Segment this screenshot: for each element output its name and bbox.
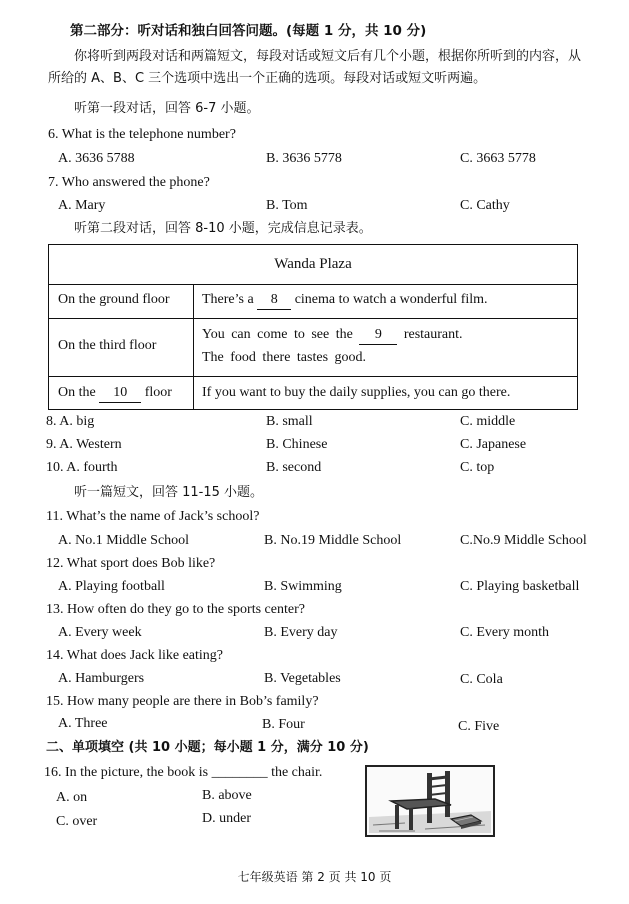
option-c: C. Cathy [460, 198, 510, 213]
table-title: Wanda Plaza [274, 256, 352, 272]
table-column-divider [193, 284, 194, 409]
option-b: B. Swimming [264, 579, 342, 594]
page-footer: 七年级英语 第 2 页 共 10 页 [237, 870, 392, 884]
row1-label: On the ground floor [58, 292, 170, 307]
option-b: B. small [266, 414, 313, 429]
option-a: A. Hamburgers [58, 671, 145, 686]
option-a: 8. A. big [46, 414, 95, 429]
option-a: A. 3636 5788 [58, 151, 135, 166]
option-b: B. Four [262, 717, 305, 732]
option-c: C. over [56, 814, 98, 829]
option-b: B. Vegetables [264, 671, 341, 686]
option-b: B. No.19 Middle School [264, 533, 402, 548]
question-stem: 12. What sport does Bob like? [46, 556, 216, 571]
table-divider [49, 376, 577, 377]
option-b: B. above [202, 788, 252, 803]
option-a: 10. A. fourth [46, 460, 118, 475]
question-stem: 13. How often do they go to the sports center? [46, 602, 305, 617]
option-a: A. on [56, 790, 88, 805]
row2-line2: The food there tastes good. [202, 350, 367, 365]
option-a: A. Every week [58, 625, 142, 640]
option-b: B. Every day [264, 625, 338, 640]
option-c: C. middle [460, 414, 516, 429]
row3-text-post: floor [144, 385, 172, 400]
table-divider [49, 318, 577, 319]
option-b: B. Tom [266, 198, 308, 213]
blank-8: 8 [257, 291, 291, 310]
option-a: A. Playing football [58, 579, 165, 594]
option-c: C. 3663 5778 [460, 151, 536, 166]
option-a: A. Three [58, 716, 108, 731]
option-a: A. Mary [58, 198, 106, 213]
row3-content: If you want to buy the daily supplies, you can go there. [202, 385, 511, 400]
question-stem: 15. How many people are there in Bob’s family? [46, 694, 319, 709]
option-c: C. Five [458, 719, 500, 734]
option-c: C. top [460, 460, 495, 475]
row2-label: On the third floor [58, 338, 157, 353]
option-c: C. Cola [460, 672, 503, 687]
question-stem: 16. In the picture, the book is ________ the chair. [44, 765, 323, 780]
question-stem: 11. What’s the name of Jack’s school? [46, 509, 260, 524]
info-table [48, 244, 578, 410]
question-stem: 14. What does Jack like eating? [46, 648, 224, 663]
row2-text-pre: You can come to see the [202, 327, 353, 342]
row3-label [58, 384, 172, 403]
section2-title: 第二部分：听对话和独白回答问题。(每题 1 分，共 10 分) [70, 23, 427, 39]
section2-instructions: 你将听到两段对话和两篇短文，每段对话或短文后有几个小题，根据你所听到的内容，从所给的 A、B、C 三个选项中选出一个正确的选项。每段对话或短文听两遍。 [48, 49, 582, 86]
option-b: B. second [266, 460, 322, 475]
option-c: C. Japanese [460, 437, 527, 452]
table-divider [49, 284, 577, 285]
row2-text-post: restaurant. [403, 327, 463, 342]
row1-text-post: cinema to watch a wonderful film. [294, 292, 488, 307]
option-c: C.No.9 Middle School [460, 533, 587, 548]
option-a: 9. A. Western [46, 437, 122, 452]
dialog2-intro: 听第二段对话，回答 8-10 小题，完成信息记录表。 [74, 221, 372, 236]
option-b: B. 3636 5778 [266, 151, 342, 166]
question-stem: 6. What is the telephone number? [48, 127, 236, 142]
row3-text-pre: On the [58, 385, 96, 400]
option-b: B. Chinese [266, 437, 328, 452]
chair-picture [365, 765, 495, 837]
option-c: C. Every month [460, 625, 550, 640]
row2-content [202, 326, 463, 345]
blank-10: 10 [99, 384, 141, 403]
question-stem: 7. Who answered the phone? [48, 175, 210, 190]
single-choice-title: 二、单项填空 (共 10 小题；每小题 1 分，满分 10 分) [46, 740, 369, 755]
option-c: C. Playing basketball [460, 579, 580, 594]
option-d: D. under [202, 811, 251, 826]
passage-intro: 听一篇短文，回答 11-15 小题。 [74, 485, 264, 500]
row1-content [202, 291, 488, 310]
row1-text-pre: There’s a [202, 292, 254, 307]
option-a: A. No.1 Middle School [58, 533, 190, 548]
dialog1-intro: 听第一段对话，回答 6-7 小题。 [74, 101, 260, 116]
blank-9: 9 [359, 326, 397, 345]
